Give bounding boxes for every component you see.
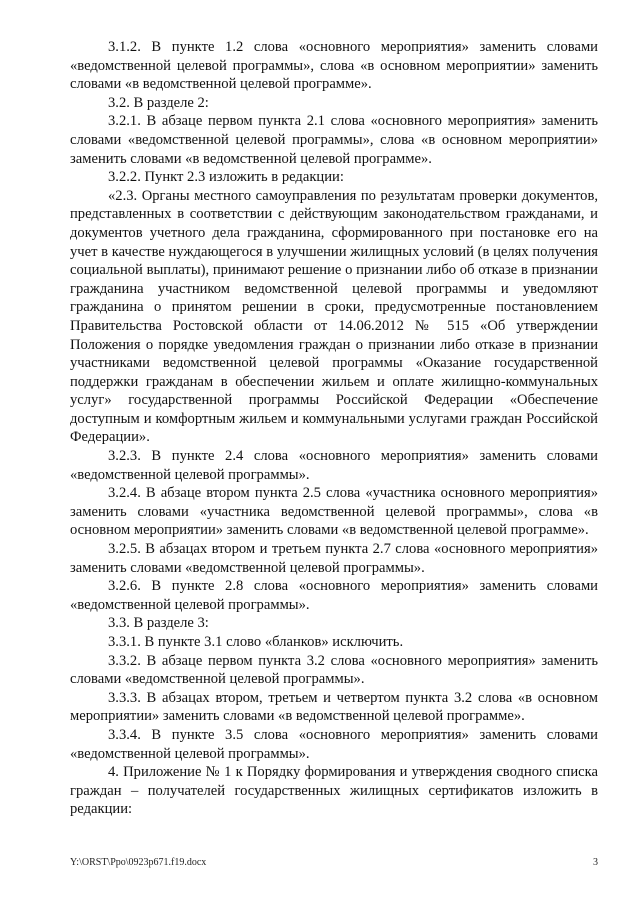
paragraph-3-3: 3.3. В разделе 3:: [108, 615, 209, 632]
paragraph-3-3-1: 3.3.1. В пункте 3.1 слово «бланков» исключить.: [108, 634, 404, 650]
paragraph-3-3-4: 3.3.4. В пункте 3.5 слова «основного мероприятия» заменить словами «ведомственной целевой программы».: [70, 726, 598, 762]
paragraph-3-2-3: 3.2.3. В пункте 2.4 слова «основного мероприятия» заменить словами «ведомственной целевой программы».: [70, 448, 598, 483]
footer-file-path: Y:\ORST\Ppo\0923p671.f19.docx: [70, 857, 207, 868]
paragraph-3-2-4: 3.2.4. В абзаце втором пункта 2.5 слова «участника основного мероприятия» заменить словами «участника ведомственной целевой программы», слова «в основном мероприятии» заменить словами «в ведомственной целевой программе».: [70, 485, 598, 539]
paragraph-3-2-5: 3.2.5. В абзацах втором и третьем пункта 2.7 слова «основного мероприятия» заменить словами «ведомственной целевой программы».: [70, 541, 598, 576]
paragraph-3-2-1: 3.2.1. В абзаце первом пункта 2.1 слова «основного мероприятия» заменить словами «ведомственной целевой программы», слова «в основном мероприятии» заменить словами «в ведомственной целевой программе».: [70, 113, 598, 167]
paragraph-3-1-2: 3.1.2. В пункте 1.2 слова «основного мероприятия» заменить словами «ведомственной целевой программы», слова «в основном мероприятии» заменить словами «в ведомственной целевой программе».: [70, 39, 598, 93]
page-number: 3: [593, 857, 598, 868]
paragraph-3-2-6: 3.2.6. В пункте 2.8 слова «основного мероприятия» заменить словами «ведомственной целевой программы».: [70, 578, 598, 613]
paragraph-2-3-quote: «2.3. Органы местного самоуправления по результатам проверки документов, представленных в соответствии с действующим законодательством гражданами, и документов учетного дела гражданина, сформированного при постановке его на учет в качестве нуждающегося в улучшении жилищных условий (в целях получения социальной выплаты), принимают решение о признании либо об отказе в признании гражданина участником ведомственной целевой программы и уведомляют гражданина о принятом решении в сроки, предусмотренные постановлением Правительства Ростовской области от 14.06.2012 № 515 «Об утверждении Положения о порядке уведомления граждан о признании либо отказе в признании участниками ведомственной целевой программы «Оказание государственной поддержки гражданам в обеспечении жильем и оплате жилищно-коммунальных услуг» государственной программы Российской Федерации «Обеспечение доступным и комфортным жильем и коммунальными услугами граждан Российской Федерации».: [70, 187, 598, 446]
document-body: [70, 38, 598, 819]
paragraph-3-3-3: 3.3.3. В абзацах втором, третьем и четвертом пункта 3.2 слова «в основном мероприятии» заменить словами «в ведомственной целевой программе».: [70, 689, 598, 725]
paragraph-3-2: 3.2. В разделе 2:: [108, 94, 209, 111]
paragraph-3-2-2: 3.2.2. Пункт 2.3 изложить в редакции:: [108, 169, 344, 186]
paragraph-4: 4. Приложение № 1 к Порядку формирования и утверждения сводного списка граждан – получателей государственных жилищных сертификатов изложить в редакции:: [70, 764, 598, 818]
paragraph-3-3-2: 3.3.2. В абзаце первом пункта 3.2 слова «основного мероприятия» заменить словами «ведомственной целевой программы».: [70, 652, 598, 688]
